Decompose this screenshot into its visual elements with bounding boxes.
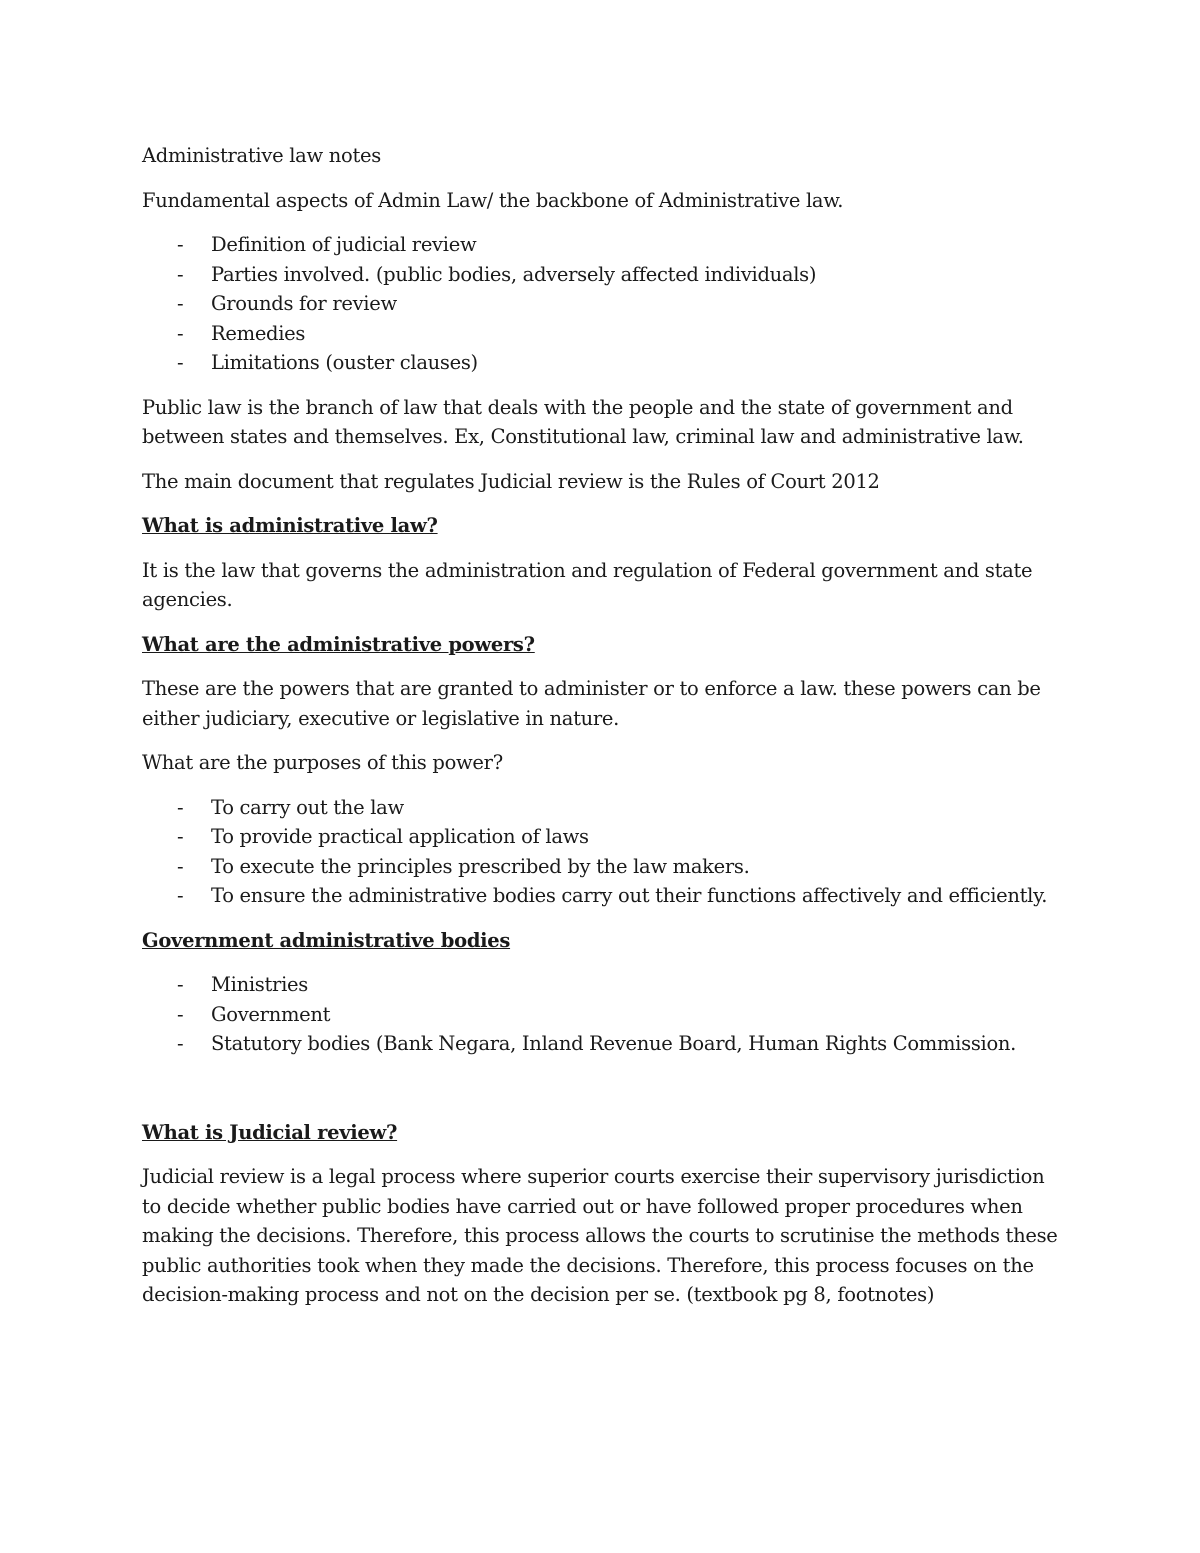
heading-admin-powers: What are the administrative powers? [142,632,535,656]
public-law-paragraph: Public law is the branch of law that deals with the people and the state of government and between states and themselves. Ex, Constitutional law, criminal law and administrative law. [142,395,1024,448]
dash-bullet: - [177,1032,184,1055]
dash-bullet: - [177,795,184,819]
dash-bullet: - [177,1002,184,1026]
list-item [142,852,1062,882]
list-item-text: Limitations (ouster clauses) [211,351,478,374]
dash-bullet: - [177,262,184,286]
list-item-text: Grounds for review [211,292,397,315]
list-item [142,230,1062,260]
list-item-text: To ensure the administrative bodies carry out their functions affectively and efficiently. [211,884,1048,907]
dash-bullet: - [177,854,184,878]
list-item-text: Parties involved. (public bodies, adversely affected individuals) [211,262,817,286]
list-item [142,348,1062,378]
list-item [142,289,1062,319]
dash-bullet: - [177,351,184,374]
list-item [142,822,1062,852]
heading-gov-bodies: Government administrative bodies [142,928,511,952]
purposes-question: What are the purposes of this power? [142,751,503,774]
list-item-text: Remedies [211,321,306,345]
judicial-review-paragraph: Judicial review is a legal process where superior courts exercise their supervisory jurisdiction to decide whether public bodies have carried out or have followed proper procedures when making the decisions. Therefore, this process allows the courts to scrutinise the methods these public authorities took when they made the decisions. Therefore, this process focuses on the decision-making process and not on the decision per se. (textbook pg 8, footnotes) [142,1165,1058,1306]
document-title: Administrative law notes [142,144,381,167]
heading-admin-law: What is administrative law? [142,514,438,537]
blank-line [142,1074,1062,1118]
dash-bullet: - [177,321,184,345]
dash-bullet: - [177,825,184,848]
dash-bullet: - [177,973,184,996]
list-item [142,881,1062,911]
dash-bullet: - [177,884,184,907]
admin-law-paragraph: It is the law that governs the administration and regulation of Federal government and state agencies. [142,558,1033,611]
list-item-text: Statutory bodies (Bank Negara, Inland Revenue Board, Human Rights Commission. [211,1032,1017,1055]
document-page [142,141,1062,1325]
list-item-text: Definition of judicial review [211,233,477,256]
list-item [142,260,1062,290]
list-item [142,319,1062,349]
admin-powers-paragraph: These are the powers that are granted to administer or to enforce a law. these powers can be either judiciary, executive or legislative in nature. [142,677,1041,730]
heading-judicial-review: What is Judicial review? [142,1120,398,1144]
gov-bodies-list [142,970,1062,1059]
list-item-text: Ministries [211,973,308,996]
list-item [142,793,1062,823]
main-document-paragraph: The main document that regulates Judicial review is the Rules of Court 2012 [142,469,880,493]
dash-bullet: - [177,292,184,315]
list-item-text: To provide practical application of laws [211,825,589,848]
list-item-text: To execute the principles prescribed by the law makers. [211,854,750,878]
list-item-text: To carry out the law [211,795,404,819]
list-item [142,970,1062,1000]
dash-bullet: - [177,233,184,256]
fundamentals-list [142,230,1062,378]
intro-paragraph: Fundamental aspects of Admin Law/ the backbone of Administrative law. [142,188,844,212]
list-item-text: Government [211,1002,331,1026]
list-item [142,1029,1062,1059]
list-item [142,1000,1062,1030]
purposes-list [142,793,1062,911]
